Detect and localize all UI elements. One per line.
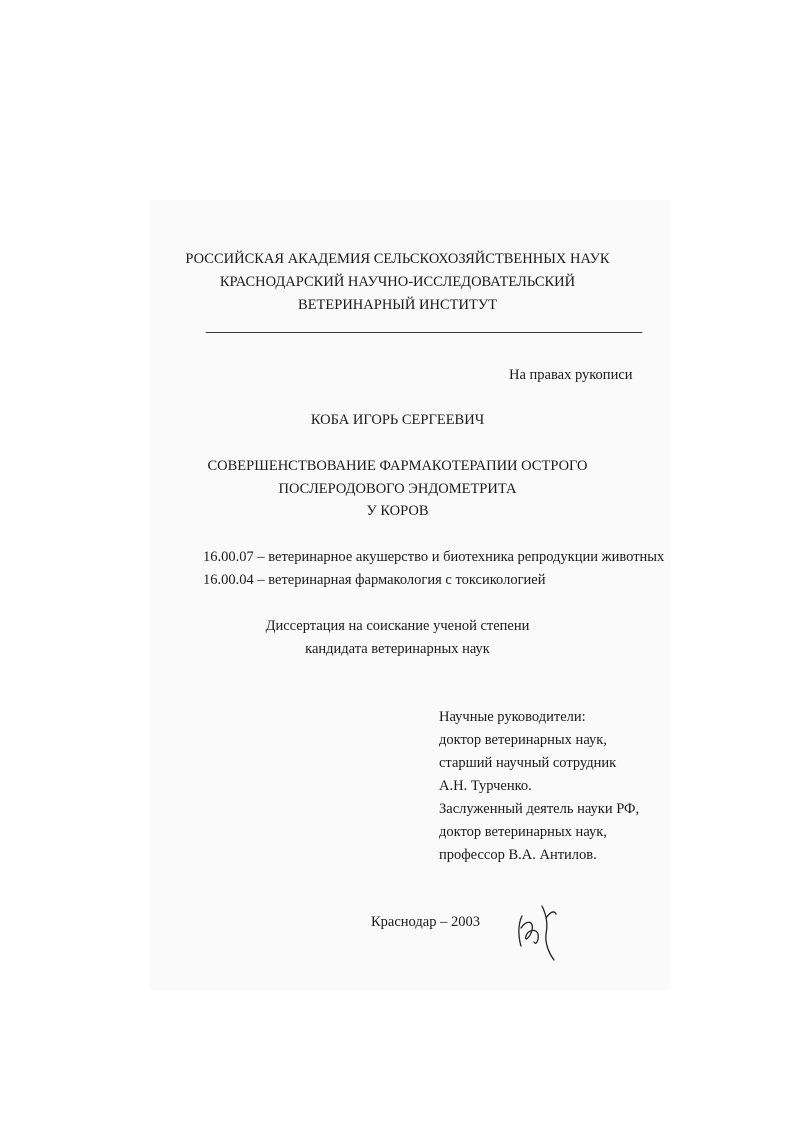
place-year: Краснодар – 2003	[371, 914, 480, 930]
scanned-page-area	[150, 200, 670, 990]
degree-line2: кандидата ветеринарных наук	[305, 641, 490, 657]
title-line1: СОВЕРШЕНСТВОВАНИЕ ФАРМАКОТЕРАПИИ ОСТРОГО	[207, 458, 588, 474]
specialty-1: 16.00.07 – ветеринарное акушерство и биотехника репродукции животных	[203, 549, 665, 565]
supervisor-line: профессор В.А. Антилов.	[439, 847, 597, 863]
supervisor-line: Заслуженный деятель науки РФ,	[439, 801, 640, 817]
rights-note: На правах рукописи	[509, 367, 633, 383]
academy-name: РОССИЙСКАЯ АКАДЕМИЯ СЕЛЬСКОХОЗЯЙСТВЕННЫХ НАУК	[185, 251, 610, 267]
supervisor-line: А.Н. Турченко.	[439, 778, 532, 794]
title-line3: У КОРОВ	[366, 503, 429, 519]
supervisors-heading: Научные руководители:	[439, 709, 586, 725]
header-divider	[206, 332, 642, 333]
degree-line1: Диссертация на соискание ученой степени	[265, 618, 530, 634]
supervisor-line: доктор ветеринарных наук,	[439, 824, 607, 840]
handwritten-signature	[512, 902, 560, 964]
author-name: КОБА ИГОРЬ СЕРГЕЕВИЧ	[310, 412, 485, 428]
institute-name-line1: КРАСНОДАРСКИЙ НАУЧНО-ИССЛЕДОВАТЕЛЬСКИЙ	[219, 274, 576, 290]
title-line2: ПОСЛЕРОДОВОГО ЭНДОМЕТРИТА	[278, 481, 517, 497]
supervisor-line: доктор ветеринарных наук,	[439, 732, 607, 748]
institute-name-line2: ВЕТЕРИНАРНЫЙ ИНСТИТУТ	[298, 297, 497, 313]
specialty-2: 16.00.04 – ветеринарная фармакология с токсикологией	[203, 572, 546, 588]
supervisor-line: старший научный сотрудник	[439, 755, 617, 771]
